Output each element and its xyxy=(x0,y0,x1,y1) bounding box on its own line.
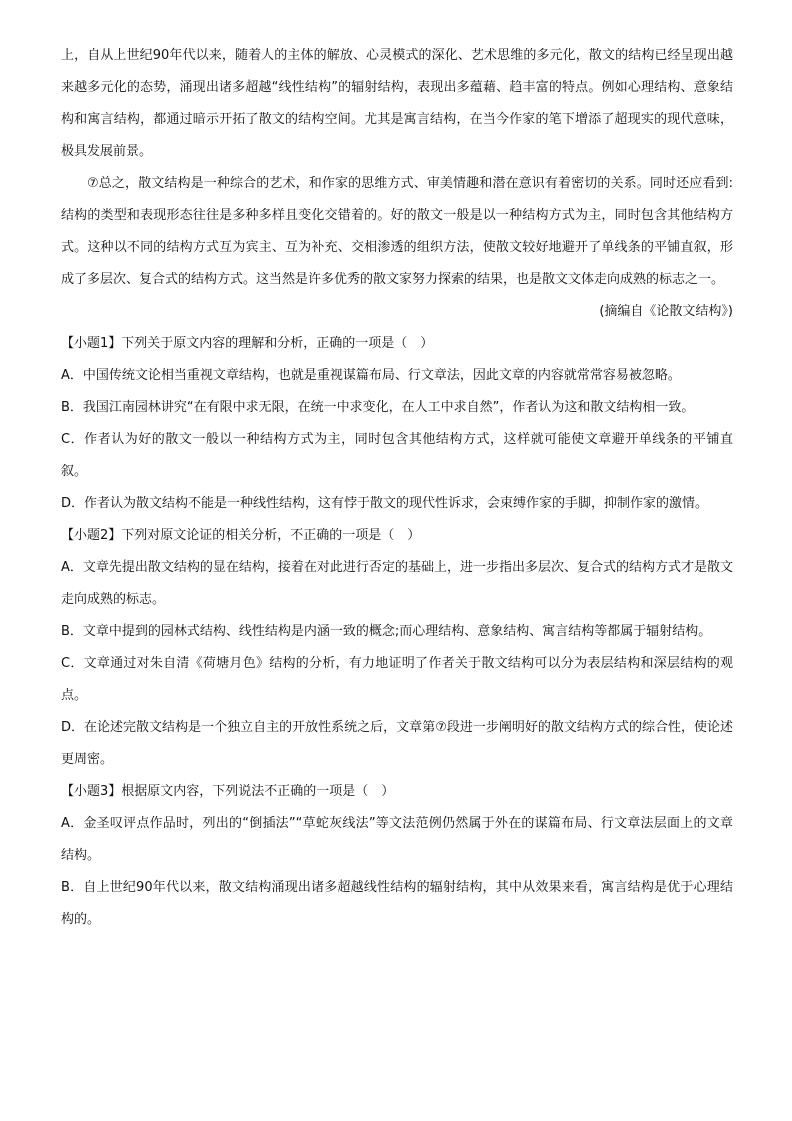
passage-paragraph-continued: 上，自从上世纪90年代以来，随着人的主体的解放、心灵模式的深化、艺术思维的多元化，散文的结构已经呈现出越来越多元化的态势，涌现出诸多超越“线性结构”的辐射结构，表现出多蕴藉、趋丰富的特点。例如心理结构、意象结构和寓言结构，都通过暗示开拓了散文的结构空间。尤其是寓言结构，在当今作家的笔下增添了超现实的现代意味，极具发展前景。 xyxy=(61,48,733,159)
question-stem: 【小题1】下列关于原文内容的理解和分析，正确的一项是（ ） xyxy=(61,336,434,351)
option-a: A．中国传统文论相当重视文章结构，也就是重视谋篇布局、行文章法，因此文章的内容就常常容易被忽略。 xyxy=(61,368,681,383)
option-b: B．我国江南园林讲究“在有限中求无限，在统一中求变化，在人工中求自然”，作者认为这和散文结构相一致。 xyxy=(61,400,695,415)
option-b: B．自上世纪90年代以来，散文结构涌现出诸多超越线性结构的辐射结构，其中从效果来看，寓言结构是优于心理结构的。 xyxy=(61,880,733,927)
option-c: C．作者认为好的散文一般以一种结构方式为主，同时包含其他结构方式，这样就可能使文章避开单线条的平铺直叙。 xyxy=(61,432,733,479)
document-page xyxy=(61,40,733,936)
option-d: D．在论述完散文结构是一个独立自主的开放性系统之后，文章第⑦段进一步阐明好的散文结构方式的综合性，使论述更周密。 xyxy=(61,720,733,767)
option-a: A．金圣叹评点作品时，列出的“倒插法”“草蛇灰线法”等文法范例仍然属于外在的谋篇布局、行文章法层面上的文章结构。 xyxy=(61,816,733,863)
option-b: B．文章中提到的园林式结构、线性结构是内涵一致的概念;而心理结构、意象结构、寓言结构等都属于辐射结构。 xyxy=(61,624,712,639)
option-c: C．文章通过对朱自清《荷塘月色》结构的分析，有力地证明了作者关于散文结构可以分为表层结构和深层结构的观点。 xyxy=(61,656,733,703)
question-3 xyxy=(61,776,733,936)
passage-paragraph-7: ⑦总之，散文结构是一种综合的艺术，和作家的思维方式、审美情趣和潜在意识有着密切的关系。同时还应看到:结构的类型和表现形态往往是多种多样且变化交错着的。好的散文一般是以一种结构方式为主，同时包含其他结构方式。这种以不同的结构方式互为宾主、互为补充、交相渗透的组织方法，使散文较好地避开了单线条的平铺直叙，形成了多层次、复合式的结构方式。这当然是许多优秀的散文家努力探索的结果，也是散文文体走向成熟的标志之一。 xyxy=(61,176,733,287)
passage-source: (摘编自《论散文结构》) xyxy=(599,304,733,319)
question-1 xyxy=(61,328,733,520)
question-stem: 【小题3】根据原文内容，下列说法不正确的一项是（ ） xyxy=(61,784,395,799)
question-stem: 【小题2】下列对原文论证的相关分析，不正确的一项是（ ） xyxy=(61,528,421,543)
option-a: A．文章先提出散文结构的显在结构，接着在对此进行否定的基础上，进一步指出多层次、复合式的结构方式才是散文走向成熟的标志。 xyxy=(61,560,733,607)
option-d: D．作者认为散文结构不能是一种线性结构，这有悖于散文的现代性诉求，会束缚作家的手脚，抑制作家的激情。 xyxy=(61,496,709,511)
question-2 xyxy=(61,520,733,776)
